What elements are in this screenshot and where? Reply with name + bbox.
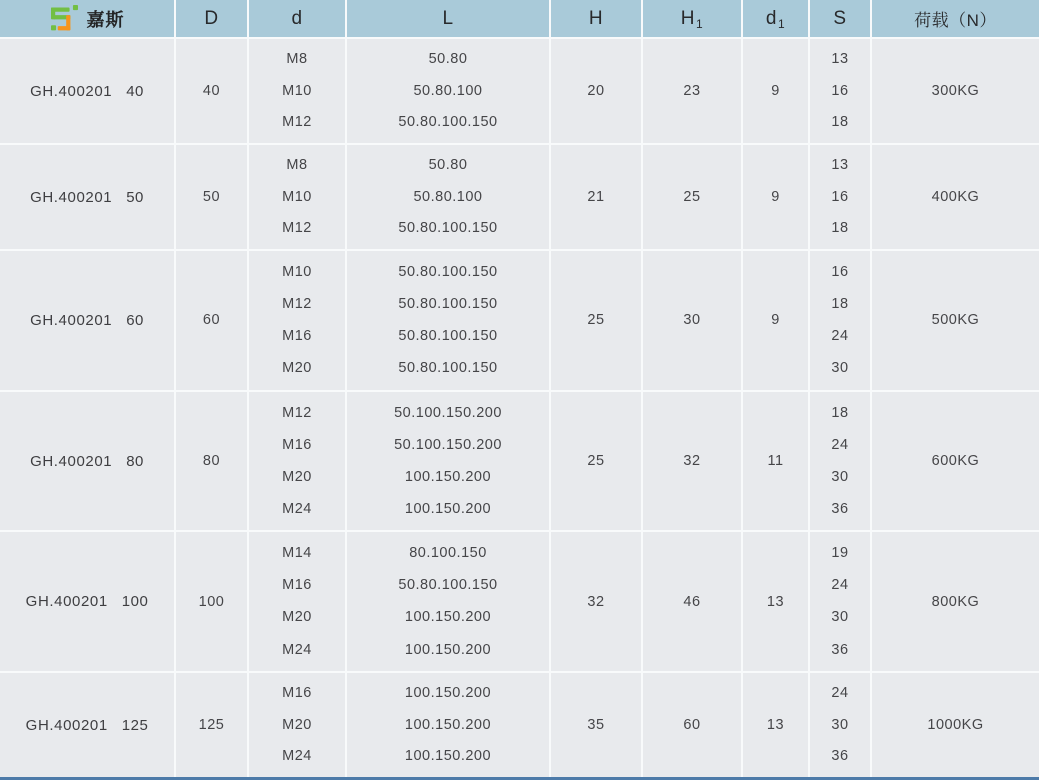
brand-logo-icon xyxy=(50,5,79,32)
model-size: 40 xyxy=(126,82,144,100)
length-L-value: 100.150.200 xyxy=(404,609,492,626)
column-header-H xyxy=(551,0,643,37)
length-L-stack xyxy=(347,532,551,671)
length-L-value: 80.100.150 xyxy=(409,545,487,562)
thread-d-value: M16 xyxy=(282,436,312,453)
wrench-S-value: 18 xyxy=(831,295,849,312)
length-L-value: 100.150.200 xyxy=(404,641,492,658)
length-L-value: 50.80.100.150 xyxy=(398,328,498,345)
thread-d-stack xyxy=(249,145,347,249)
thread-d-value: M24 xyxy=(282,748,312,765)
wrench-S-value: 30 xyxy=(831,468,849,485)
wrench-S-value: 30 xyxy=(831,360,849,377)
column-header-load xyxy=(872,0,1039,37)
wrench-S-value: 30 xyxy=(831,716,849,733)
wrench-S-stack xyxy=(810,532,872,671)
length-L-value: 50.80.100.150 xyxy=(398,220,498,237)
wrench-S-value: 13 xyxy=(831,157,849,174)
length-L-value: 100.150.200 xyxy=(404,500,492,517)
thread-d-stack xyxy=(249,673,347,777)
thread-d-value: M16 xyxy=(282,328,312,345)
thread-d-value: M12 xyxy=(282,220,312,237)
brand-name: 嘉斯 xyxy=(86,9,125,30)
diameter-D-value: 40 xyxy=(176,39,249,143)
wrench-S-value: 18 xyxy=(831,220,849,237)
length-L-value: 50.80.100.150 xyxy=(398,295,498,312)
load-capacity-value: 1000KG xyxy=(872,673,1039,777)
thread-d-stack xyxy=(249,392,347,531)
load-capacity-value: 300KG xyxy=(872,39,1039,143)
model-cell xyxy=(0,39,176,143)
length-L-value: 100.150.200 xyxy=(404,685,492,702)
length-L-value: 100.150.200 xyxy=(404,716,492,733)
length-L-value: 50.80.100.150 xyxy=(398,114,498,131)
model-code: GH.400201 xyxy=(30,452,113,470)
thread-d-value: M20 xyxy=(282,716,312,733)
table-body xyxy=(0,37,1039,777)
diameter-D-value: 60 xyxy=(176,251,249,390)
model-code: GH.400201 xyxy=(30,82,113,100)
thread-d-stack xyxy=(249,39,347,143)
wrench-S-value: 16 xyxy=(831,82,849,99)
height-H1-value: 46 xyxy=(643,532,743,671)
thread-d-value: M10 xyxy=(282,82,312,99)
length-L-value: 50.80.100.150 xyxy=(398,577,498,594)
thread-d-value: M20 xyxy=(282,609,312,626)
length-L-stack xyxy=(347,145,551,249)
diameter-D-value: 50 xyxy=(176,145,249,249)
model-size: 50 xyxy=(126,188,144,206)
wrench-S-value: 36 xyxy=(831,641,849,658)
thread-d-value: M10 xyxy=(282,263,312,280)
thread-d-value: M14 xyxy=(282,545,312,562)
length-L-value: 50.80 xyxy=(428,51,468,68)
height-H1-value: 60 xyxy=(643,673,743,777)
column-header-label: 荷载（N） xyxy=(914,11,997,30)
length-L-value: 50.100.150.200 xyxy=(394,436,502,453)
column-header-L xyxy=(347,0,551,37)
column-header-label: $H_1$ xyxy=(680,7,704,32)
length-L-stack xyxy=(347,392,551,531)
model-code: GH.400201 xyxy=(25,716,108,734)
column-header-H1 xyxy=(643,0,743,37)
table-row-group xyxy=(0,530,1039,671)
height-H-value: 25 xyxy=(551,251,643,390)
thread-d-value: M12 xyxy=(282,295,312,312)
column-header-d xyxy=(249,0,347,37)
diameter-d1-value: 11 xyxy=(743,392,810,531)
column-header-label: H xyxy=(588,7,604,29)
length-L-value: 100.150.200 xyxy=(404,468,492,485)
length-L-value: 100.150.200 xyxy=(404,748,492,765)
thread-d-value: M12 xyxy=(282,404,312,421)
diameter-d1-value: 13 xyxy=(743,532,810,671)
column-header-label: S xyxy=(833,7,847,29)
thread-d-value: M8 xyxy=(286,157,308,174)
model-cell xyxy=(0,145,176,249)
table-row-group xyxy=(0,37,1039,143)
wrench-S-value: 19 xyxy=(831,545,849,562)
height-H-value: 21 xyxy=(551,145,643,249)
thread-d-value: M12 xyxy=(282,114,312,131)
model-size: 125 xyxy=(121,716,149,734)
length-L-value: 50.80.100 xyxy=(413,188,483,205)
model-cell xyxy=(0,673,176,777)
height-H-value: 32 xyxy=(551,532,643,671)
table-header xyxy=(0,0,1039,37)
load-capacity-value: 500KG xyxy=(872,251,1039,390)
wrench-S-value: 30 xyxy=(831,609,849,626)
wrench-S-stack xyxy=(810,673,872,777)
model-size: 100 xyxy=(121,593,149,611)
length-L-value: 50.80.100.150 xyxy=(398,360,498,377)
wrench-S-stack xyxy=(810,251,872,390)
thread-d-value: M24 xyxy=(282,500,312,517)
model-size: 80 xyxy=(126,452,144,470)
diameter-D-value: 100 xyxy=(176,532,249,671)
wrench-S-value: 24 xyxy=(831,577,849,594)
length-L-value: 50.80.100 xyxy=(413,82,483,99)
height-H1-value: 25 xyxy=(643,145,743,249)
model-code: GH.400201 xyxy=(30,311,113,329)
length-L-stack xyxy=(347,673,551,777)
wrench-S-value: 18 xyxy=(831,404,849,421)
wrench-S-value: 36 xyxy=(831,748,849,765)
wrench-S-stack xyxy=(810,145,872,249)
length-L-stack xyxy=(347,251,551,390)
column-header-S xyxy=(810,0,872,37)
model-cell xyxy=(0,392,176,531)
column-header-label: d xyxy=(291,7,303,29)
column-header-d1 xyxy=(743,0,810,37)
diameter-D-value: 125 xyxy=(176,673,249,777)
thread-d-value: M8 xyxy=(286,51,308,68)
height-H1-value: 32 xyxy=(643,392,743,531)
wrench-S-value: 18 xyxy=(831,114,849,131)
model-cell xyxy=(0,532,176,671)
wrench-S-value: 24 xyxy=(831,328,849,345)
wrench-S-stack xyxy=(810,39,872,143)
thread-d-value: M20 xyxy=(282,360,312,377)
diameter-d1-value: 9 xyxy=(743,145,810,249)
length-L-value: 50.80 xyxy=(428,157,468,174)
table-row-group xyxy=(0,249,1039,390)
height-H1-value: 30 xyxy=(643,251,743,390)
length-L-stack xyxy=(347,39,551,143)
thread-d-value: M20 xyxy=(282,468,312,485)
height-H-value: 35 xyxy=(551,673,643,777)
diameter-d1-value: 13 xyxy=(743,673,810,777)
wrench-S-value: 13 xyxy=(831,51,849,68)
column-header-D xyxy=(176,0,249,37)
load-capacity-value: 400KG xyxy=(872,145,1039,249)
height-H-value: 25 xyxy=(551,392,643,531)
column-header-label: $d_1$ xyxy=(765,7,786,32)
thread-d-stack xyxy=(249,532,347,671)
model-code: GH.400201 xyxy=(25,593,108,611)
table-row-group xyxy=(0,390,1039,531)
thread-d-value: M16 xyxy=(282,577,312,594)
thread-d-value: M16 xyxy=(282,685,312,702)
wrench-S-stack xyxy=(810,392,872,531)
model-code: GH.400201 xyxy=(30,188,113,206)
wrench-S-value: 24 xyxy=(831,436,849,453)
thread-d-value: M10 xyxy=(282,188,312,205)
wrench-S-value: 16 xyxy=(831,263,849,280)
wrench-S-value: 36 xyxy=(831,500,849,517)
wrench-S-value: 24 xyxy=(831,685,849,702)
height-H-value: 20 xyxy=(551,39,643,143)
thread-d-stack xyxy=(249,251,347,390)
height-H1-value: 23 xyxy=(643,39,743,143)
load-capacity-value: 600KG xyxy=(872,392,1039,531)
load-capacity-value: 800KG xyxy=(872,532,1039,671)
length-L-value: 50.100.150.200 xyxy=(394,404,502,421)
model-cell xyxy=(0,251,176,390)
column-header-label: L xyxy=(442,7,454,29)
diameter-d1-value: 9 xyxy=(743,251,810,390)
length-L-value: 50.80.100.150 xyxy=(398,263,498,280)
diameter-d1-value: 9 xyxy=(743,39,810,143)
logo-cell xyxy=(0,0,176,37)
model-size: 60 xyxy=(126,311,144,329)
table-row-group xyxy=(0,143,1039,249)
table-row-group xyxy=(0,671,1039,777)
wrench-S-value: 16 xyxy=(831,188,849,205)
thread-d-value: M24 xyxy=(282,641,312,658)
column-header-label: D xyxy=(204,7,219,29)
diameter-D-value: 80 xyxy=(176,392,249,531)
